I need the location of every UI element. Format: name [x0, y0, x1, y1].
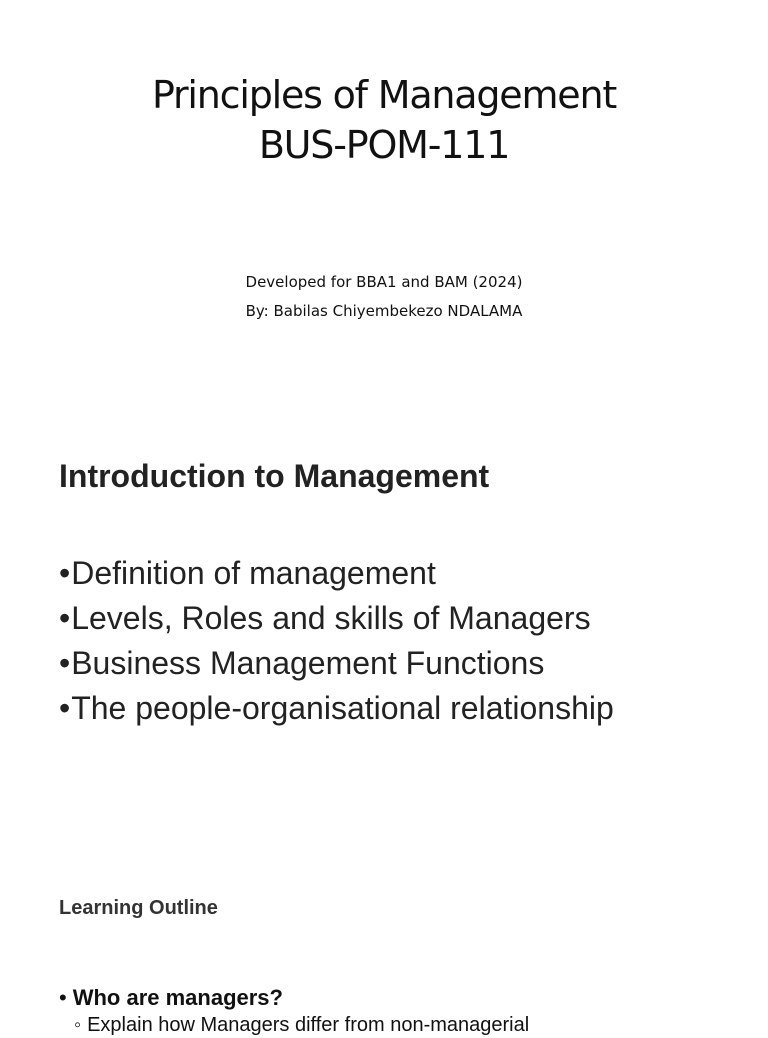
- sub-bullet-icon: ◦: [74, 1014, 82, 1036]
- list-item-text: Business Management Functions: [71, 645, 545, 681]
- bullet-icon: •: [59, 555, 71, 591]
- list-item-text: Definition of management: [71, 555, 436, 591]
- developed-for-text: Developed for BBA1 and BAM (2024): [245, 273, 523, 291]
- outline-sub-item: [74, 1012, 529, 1038]
- outline-item: [59, 983, 283, 1013]
- list-item-text: Levels, Roles and skills of Managers: [71, 600, 591, 636]
- introduction-bullet-list: [59, 551, 614, 731]
- list-item: [59, 686, 614, 731]
- list-item: [59, 551, 614, 596]
- list-item-text: The people-organisational relationship: [71, 690, 614, 726]
- section-heading-learning-outline: Learning Outline: [59, 897, 218, 919]
- list-item: [59, 596, 614, 641]
- course-subtitle: [0, 268, 768, 326]
- bullet-icon: •: [59, 985, 67, 1010]
- bullet-icon: •: [59, 645, 71, 681]
- author-text: By: Babilas Chiyembekezo NDALAMA: [245, 302, 523, 320]
- list-item: [59, 641, 614, 686]
- bullet-icon: •: [59, 690, 71, 726]
- bullet-icon: •: [59, 600, 71, 636]
- outline-item-label: Who are managers?: [72, 985, 283, 1010]
- outline-sub-item-text: Explain how Managers differ from non-managerial: [87, 1014, 530, 1036]
- course-title: [0, 70, 768, 170]
- course-title-name: Principles of Management: [151, 73, 617, 117]
- section-heading-introduction: Introduction to Management: [59, 458, 490, 494]
- course-code: BUS-POM-111: [258, 123, 510, 167]
